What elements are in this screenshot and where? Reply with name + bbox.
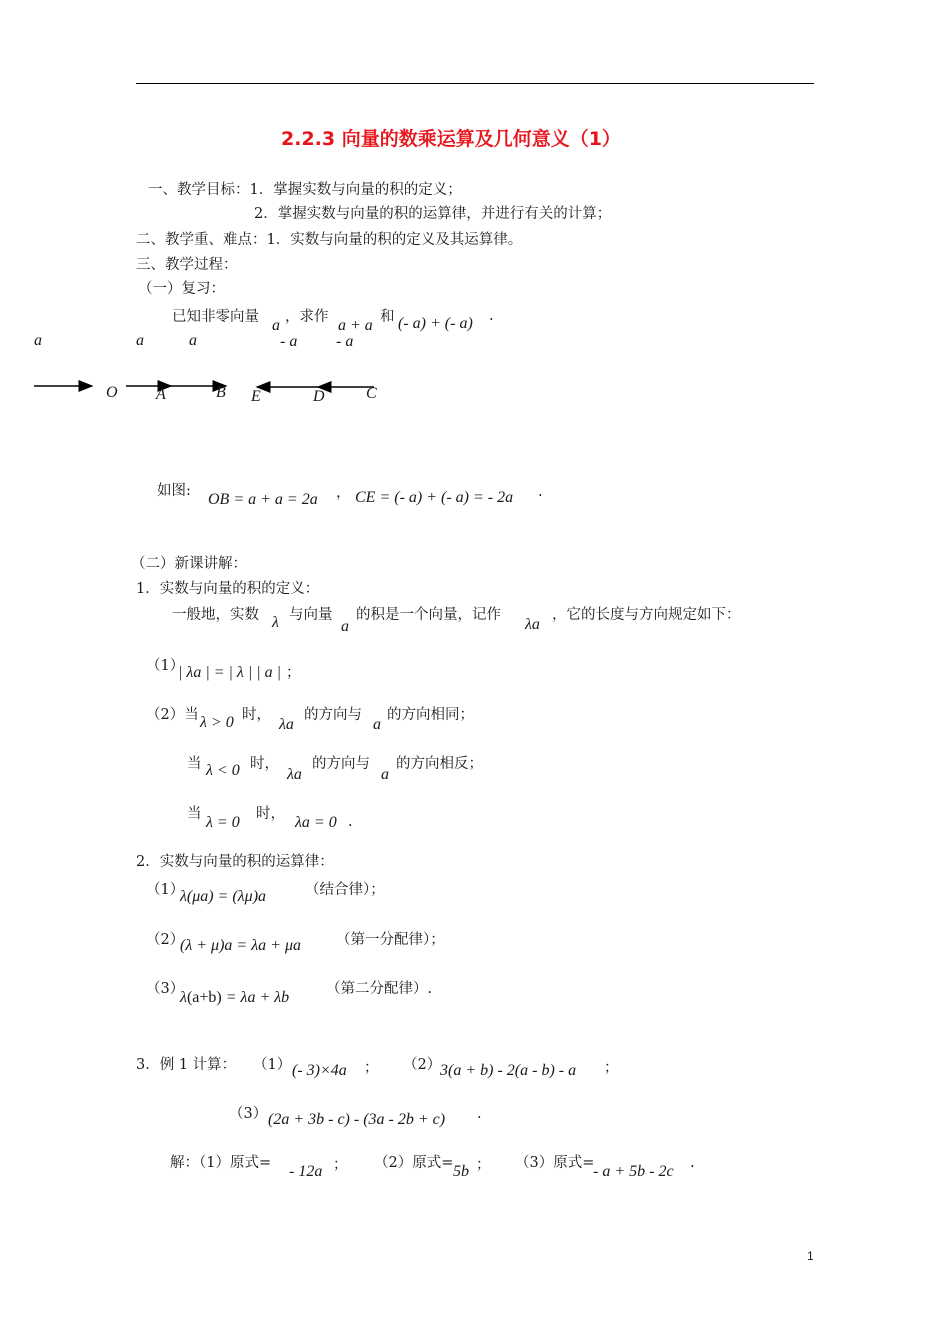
rule-3-vector-a: a [381,766,389,783]
rule-3-text-1: 时， [250,756,279,772]
law-2-name: （第一分配律）； [336,932,445,948]
rule-2-cond: λ > 0 [200,714,234,731]
rule-3-text-3: 的方向相反； [396,756,483,772]
law-3-rhs: = λa + λb [221,989,290,1006]
page-number: 1 [807,1249,814,1263]
point-A: A [156,386,166,403]
rule-4-result: λa = 0 [295,814,337,831]
figure-label-neg-a-2: - a [336,333,354,350]
point-D: D [313,388,325,405]
rule-3-lambda-a: λa [287,766,302,783]
rule-4-end: . [348,814,353,830]
law-1-expr: λ(μa) = (λμ)a [180,888,267,905]
page-title: 2.2.3 向量的数乘运算及几何意义（1） [281,128,621,150]
definition-text-3: 的积是一个向量，记作 [356,607,501,623]
definition-heading: 1．实数与向量的积的定义： [136,581,320,597]
rule-1-end: ； [286,665,301,681]
header-rule [136,83,814,84]
rule-2-when: （2）当 [146,707,199,723]
definition-lambda-a: λa [525,616,540,633]
definition-text-1: 一般地，实数 [172,607,259,623]
figure-label-neg-a-1: - a [280,333,298,350]
objective-line-2: 2．掌握实数与向量的积的运算律，并进行有关的计算； [254,206,612,222]
point-E: E [251,388,261,405]
solution-1-value: - 12a [289,1163,323,1180]
law-3-paren: (a+b) [186,989,222,1006]
review-text-3: 和 [380,309,395,325]
point-O: O [106,384,118,401]
rule-2-text-1: 时， [242,707,271,723]
rule-2-vector-a: a [373,716,381,733]
definition-text-4: ，它的长度与方向规定如下： [552,607,741,623]
figure-label-a-left: a [34,332,42,349]
rule-4-text-1: 时， [256,806,285,822]
solution-3-value: - a + 5b - 2c [593,1163,674,1180]
rule-1-num: （1） [146,658,185,674]
solution-2-value: 5b [453,1163,469,1180]
law-3-num: （3） [146,981,185,997]
new-lesson-heading: （二）新课讲解： [131,556,247,572]
figure-label-a-2: a [189,332,197,349]
definition-vector-a: a [341,618,349,635]
rule-2-lambda-a: λa [279,716,294,733]
rule-4-cond: λ = 0 [206,814,240,831]
example-p1-end: ； [364,1060,379,1076]
figure-end: . [538,484,543,500]
review-text-1: 已知非零向量 [172,309,259,325]
rule-3-cond: λ < 0 [206,762,240,779]
key-points-line: 二、教学重、难点：1．实数与向量的积的定义及其运算律。 [136,232,523,248]
figure-label-a-1: a [136,332,144,349]
rule-1-expr: | λa | = | λ | | a | [178,664,282,681]
example-heading: 3．例 1 计算： [136,1057,237,1073]
review-text-4: . [489,308,494,324]
solution-3-end: . [690,1155,695,1171]
vector-figure [0,370,400,400]
example-p2-expr: 3(a + b) - 2(a - b) - a [440,1062,577,1079]
definition-text-2: 与向量 [289,607,333,623]
example-p1-num: （1） [253,1057,292,1073]
review-expr-neg-sum: (- a) + (- a) [398,315,473,332]
laws-heading: 2．实数与向量的积的运算律： [136,854,334,870]
review-heading: （一）复习： [138,281,225,297]
example-p3-expr: (2a + 3b - c) - (3a - 2b + c) [268,1111,446,1128]
review-expr-sum: a + a [338,317,373,334]
solution-1-end: ； [333,1157,348,1173]
solution-3-label: （3）原式= [515,1155,595,1171]
law-3-expr [180,987,289,1007]
figure-caption: 如图: [157,483,191,499]
example-p1-expr: (- 3)×4a [292,1062,347,1079]
figure-expr-CE: CE = (- a) + (- a) = - 2a [355,489,514,506]
example-p3-end: . [477,1106,482,1122]
law-2-expr: (λ + μ)a = λa + μa [180,937,301,954]
law-3-name: （第二分配律）. [326,981,433,997]
rule-4-when: 当 [187,806,202,822]
example-p2-num: （2） [403,1057,442,1073]
rule-2-text-2: 的方向与 [304,707,362,723]
figure-expr-OB: OB = a + a = 2a [208,491,318,508]
law-1-name: （结合律）； [305,882,385,898]
rule-3-text-2: 的方向与 [312,756,370,772]
review-vector-a: a [272,317,280,334]
example-p3-num: （3） [229,1106,268,1122]
law-2-num: （2） [146,932,185,948]
point-C: C [366,385,377,402]
law-1-num: （1） [146,882,185,898]
definition-lambda: λ [272,614,279,631]
law-3-lambda: λ [180,989,187,1006]
figure-sep: ， [336,485,351,501]
point-B: B [216,384,226,401]
solution-2-label: （2）原式= [374,1155,454,1171]
process-heading: 三、教学过程： [136,257,238,273]
review-text-2: ，求作 [285,309,329,325]
rule-2-text-3: 的方向相同； [387,707,474,723]
rule-3-when: 当 [187,756,202,772]
example-p2-end: ； [604,1060,619,1076]
objective-line-1: 一、教学目标：1．掌握实数与向量的积的定义； [148,182,462,198]
solution-2-end: ； [476,1157,491,1173]
solution-1-label: 解：（1）原式= [170,1155,272,1171]
